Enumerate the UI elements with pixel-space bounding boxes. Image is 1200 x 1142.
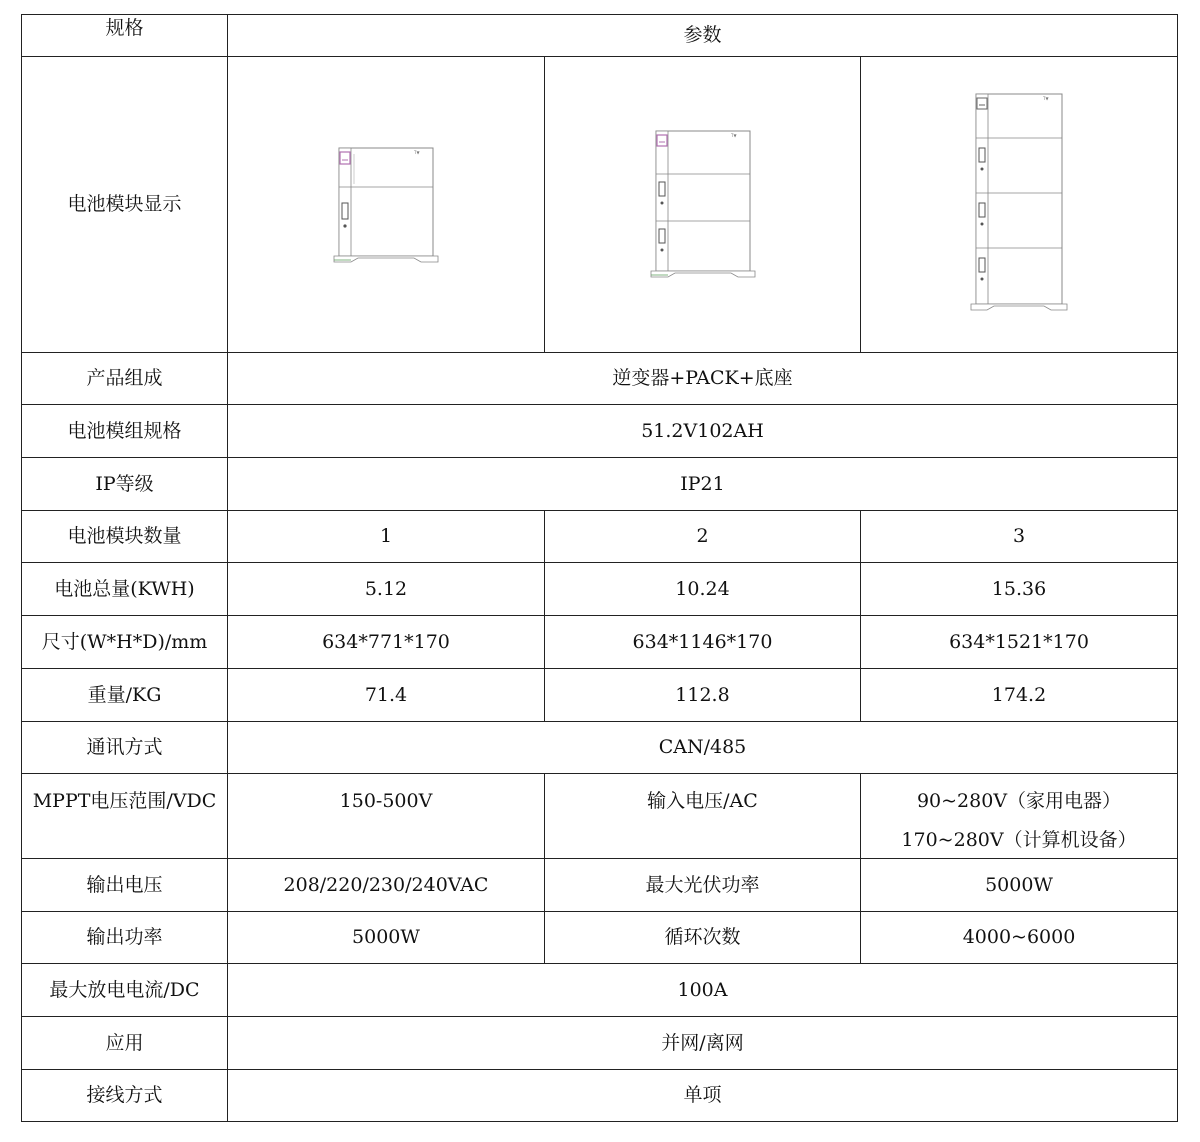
wiring-label: 接线方式: [22, 1070, 228, 1122]
max-pv-power-label: 最大光伏功率: [545, 859, 861, 912]
battery-image-1-module: [228, 57, 545, 353]
max-discharge-value: 100A: [228, 964, 1178, 1017]
module-count-label: 电池模块数量: [22, 511, 228, 563]
weight-value: 112.8: [545, 669, 861, 722]
battery-image-3-modules: [861, 57, 1178, 353]
max-discharge-label: 最大放电电流/DC: [22, 964, 228, 1017]
max-pv-power-value: 5000W: [861, 859, 1178, 912]
svg-text:T▼: T▼: [1043, 95, 1049, 101]
module-count-value: 2: [545, 511, 861, 563]
module-count-value: 1: [228, 511, 545, 563]
composition-value: 逆变器+PACK+底座: [228, 353, 1178, 405]
size-label: 尺寸(W*H*D)/mm: [22, 616, 228, 669]
module-spec-value: 51.2V102AH: [228, 405, 1178, 458]
battery-image-2-modules: [545, 57, 861, 353]
size-value: 634*1521*170: [861, 616, 1178, 669]
comm-label: 通讯方式: [22, 722, 228, 774]
out-power-row: [22, 912, 1178, 964]
application-value: 并网/离网: [228, 1017, 1178, 1070]
size-row: [22, 616, 1178, 669]
wiring-value: 单项: [228, 1070, 1178, 1122]
comm-row: [22, 722, 1178, 774]
battery-unit-1-icon: [326, 140, 446, 270]
wiring-row: [22, 1070, 1178, 1122]
input-voltage-home: 90~280V（家用电器）: [916, 790, 1122, 812]
cycle-count-value: 4000~6000: [861, 912, 1178, 964]
out-voltage-label: 输出电压: [22, 859, 228, 912]
total-capacity-label: 电池总量(KWH): [22, 563, 228, 616]
module-spec-row: [22, 405, 1178, 458]
spec-table: [21, 14, 1178, 1122]
svg-text:T▼: T▼: [730, 132, 737, 138]
display-label: 电池模块显示: [22, 57, 228, 353]
composition-row: [22, 353, 1178, 405]
out-power-label: 输出功率: [22, 912, 228, 964]
battery-unit-3-icon: [959, 90, 1079, 320]
out-voltage-row: [22, 859, 1178, 912]
out-voltage-value: 208/220/230/240VAC: [228, 859, 545, 912]
size-value: 634*1146*170: [545, 616, 861, 669]
svg-text:T▼: T▼: [414, 149, 420, 155]
mppt-value: 150-500V: [228, 774, 545, 859]
max-discharge-row: [22, 964, 1178, 1017]
total-capacity-value: 5.12: [228, 563, 545, 616]
param-header: 参数: [228, 15, 1178, 57]
input-voltage-computer: 170~280V（计算机设备）: [901, 828, 1137, 851]
ip-row: [22, 458, 1178, 511]
spec-header: 规格: [22, 15, 228, 57]
module-count-row: [22, 511, 1178, 563]
cycle-count-label: 循环次数: [545, 912, 861, 964]
weight-value: 71.4: [228, 669, 545, 722]
module-count-value: 3: [861, 511, 1178, 563]
display-row: [22, 57, 1178, 353]
out-power-value: 5000W: [228, 912, 545, 964]
input-voltage-values: [861, 774, 1178, 859]
total-capacity-row: [22, 563, 1178, 616]
weight-row: [22, 669, 1178, 722]
weight-label: 重量/KG: [22, 669, 228, 722]
battery-unit-2-icon: [643, 125, 763, 285]
weight-value: 174.2: [861, 669, 1178, 722]
total-capacity-value: 10.24: [545, 563, 861, 616]
header-row: [22, 15, 1178, 57]
module-spec-label: 电池模组规格: [22, 405, 228, 458]
application-label: 应用: [22, 1017, 228, 1070]
application-row: [22, 1017, 1178, 1070]
composition-label: 产品组成: [22, 353, 228, 405]
size-value: 634*771*170: [228, 616, 545, 669]
mppt-label: MPPT电压范围/VDC: [22, 774, 228, 859]
comm-value: CAN/485: [228, 722, 1178, 774]
total-capacity-value: 15.36: [861, 563, 1178, 616]
ip-value: IP21: [228, 458, 1178, 511]
input-voltage-label: 输入电压/AC: [545, 774, 861, 859]
mppt-row: [22, 774, 1178, 859]
ip-label: IP等级: [22, 458, 228, 511]
